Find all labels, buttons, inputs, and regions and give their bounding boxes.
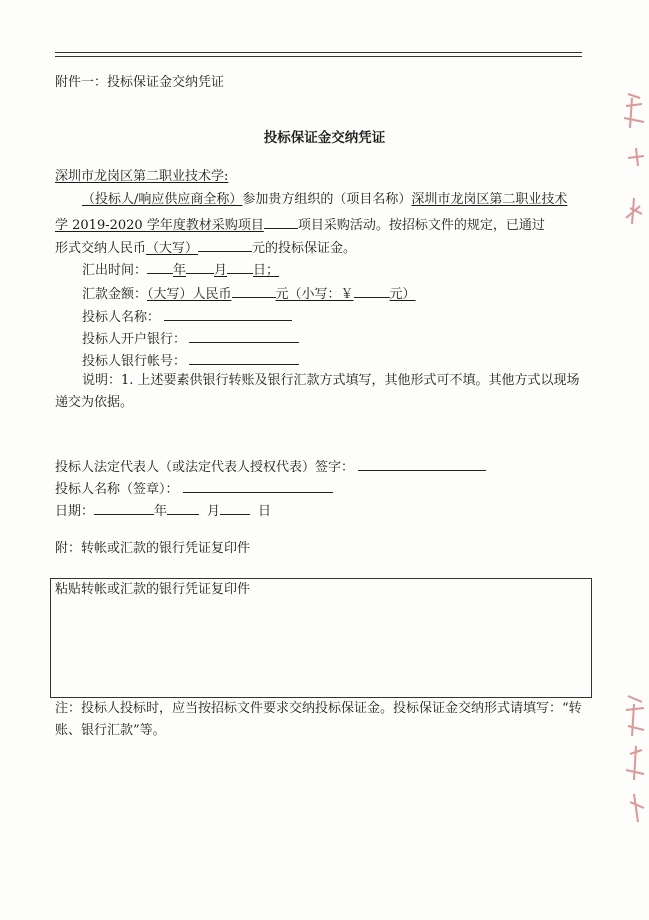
note-line-1: 说明：1. 上述要素供银行转账及银行汇款方式填写，其他形式可不填。其他方式以现场 (82, 373, 580, 388)
project-name-blank (264, 214, 298, 229)
remit-year-blank (147, 259, 173, 274)
para1-line2 (55, 214, 545, 235)
bidder-account-line (82, 350, 299, 371)
amount-caps-label: （大写） (146, 241, 199, 256)
bidder-account-field[interactable] (189, 350, 299, 365)
project-name-part1: 深圳市龙岗区第二职业技术 (411, 192, 568, 207)
bidder-bank-field[interactable] (189, 328, 299, 343)
date-month-unit: 月 (207, 504, 221, 519)
date-year-unit: 年 (154, 504, 168, 519)
remit-time-line (82, 259, 279, 280)
attached-note: 附：转帐或汇款的银行凭证复印件 (55, 541, 251, 556)
para1-text-a: 参加贵方组织的（项目名称） (242, 192, 412, 207)
footnote-line-2: 账、银行汇款”等。 (55, 723, 166, 738)
recipient-line: 深圳市龙岗区第二职业技术学: (55, 169, 229, 184)
legal-rep-signature-field[interactable] (358, 456, 486, 471)
bidder-name-field[interactable] (164, 306, 292, 321)
document-title: 投标保证金交纳凭证 (263, 130, 386, 146)
seal-stamp-lower (618, 690, 649, 830)
bidder-account-label: 投标人银行帐号： (82, 354, 187, 369)
bidder-bank-line (82, 328, 299, 349)
note-line-2: 递交为依据。 (55, 395, 134, 410)
para1-line1 (55, 191, 585, 209)
header-rule-bottom (55, 56, 582, 57)
remit-time-label: 汇出时间： (82, 263, 148, 278)
para1-text-b: 项目采购活动。按招标文件的规定，已通过 (297, 218, 545, 233)
remit-amount-yuan: 元（小写：￥ (275, 287, 354, 302)
header-rule-top (55, 52, 582, 53)
voucher-paste-box (50, 578, 592, 698)
remit-amount-label: 汇款金额： (82, 287, 148, 302)
attachment-label: 附件一：投标保证金交纳凭证 (55, 75, 225, 90)
seal-stamp-upper (616, 88, 649, 228)
bidder-seal-field[interactable] (183, 478, 333, 493)
legal-rep-line (55, 456, 486, 477)
date-month-field[interactable] (167, 500, 199, 515)
para1-line3 (55, 237, 356, 258)
remit-amount-caps: （大写）人民币 (147, 287, 232, 302)
date-line (55, 500, 271, 521)
remit-amount-caps-blank (232, 283, 276, 298)
date-label: 日期： (55, 504, 95, 519)
remit-year-unit: 年 (173, 263, 187, 278)
remit-day-blank (227, 259, 253, 274)
remit-month-unit: 月 (214, 263, 228, 278)
bidder-name-label: 投标人名称： (82, 310, 161, 325)
date-day-unit: 日 (258, 504, 272, 519)
bidder-bank-label: 投标人开户银行： (82, 332, 187, 347)
voucher-box-label: 粘贴转帐或汇款的银行凭证复印件 (55, 582, 251, 597)
para1-text-d: 元的投标保证金。 (252, 241, 357, 256)
bidder-name-line (82, 306, 292, 327)
remit-amount-small-blank (354, 283, 390, 298)
bidder-seal-line (55, 478, 333, 499)
remit-amount-yuan-end: 元） (389, 287, 416, 302)
remit-amount-line (82, 283, 416, 304)
bidder-fullname-label: （投标人/响应供应商全称） (82, 192, 243, 207)
amount-caps-blank (198, 237, 252, 252)
remit-day-unit: 日； (253, 263, 280, 278)
footnote-line-1: 注：投标人投标时，应当按招标文件要求交纳投标保证金。投标保证金交纳形式请填写：“转 (55, 701, 582, 716)
project-name-part2: 学 2019-2020 学年度教材采购项目 (55, 218, 264, 233)
legal-rep-label: 投标人法定代表人（或法定代表人授权代表）签字： (55, 460, 355, 475)
para1-text-c: 形式交纳人民币 (55, 241, 147, 256)
date-day-field[interactable] (220, 500, 250, 515)
bidder-seal-label: 投标人名称（签章）： (55, 482, 179, 497)
remit-month-blank (186, 259, 214, 274)
date-year-field[interactable] (94, 500, 154, 515)
